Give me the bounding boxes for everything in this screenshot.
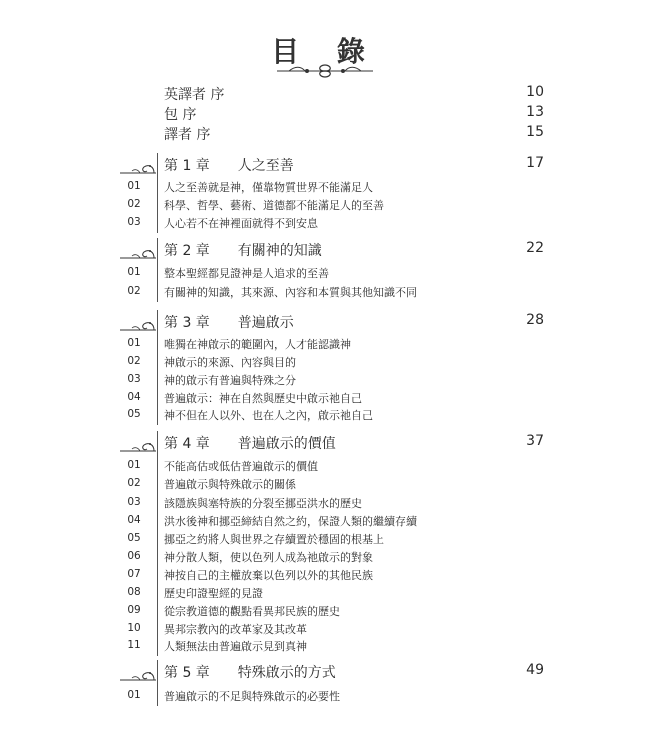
section-number: 03 — [127, 373, 141, 385]
page-number: 37 — [526, 433, 544, 449]
section-title: 唯獨在神啟示的範圍內，人才能認識神 — [164, 338, 351, 351]
preface-title: 英譯者 序 — [164, 87, 225, 103]
page-number: 15 — [526, 124, 544, 140]
section-number: 01 — [127, 266, 141, 278]
section-number: 03 — [127, 216, 141, 228]
section-title: 神的啟示有普遍與特殊之分 — [164, 374, 296, 387]
chapter-entry[interactable] — [164, 312, 544, 332]
preface-entry[interactable] — [164, 84, 544, 104]
chapter-title: 第 1 章 人之至善 — [164, 158, 294, 174]
section-rule — [157, 431, 158, 656]
section-title: 普遍啟示：神在自然與歷史中啟示祂自己 — [164, 392, 362, 405]
section-number: 02 — [127, 198, 141, 210]
section-title: 異邦宗教內的改革家及其改革 — [164, 623, 307, 636]
page-number: 13 — [526, 104, 544, 120]
chapter-entry[interactable] — [164, 433, 544, 453]
section-number: 08 — [127, 586, 141, 598]
section-number: 02 — [127, 477, 141, 489]
section-title: 人心若不在神裡面就得不到安息 — [164, 217, 318, 230]
section-title: 神按自己的主權放棄以色列以外的其他民族 — [164, 569, 373, 582]
section-number: 01 — [127, 689, 141, 701]
chapter-title: 第 4 章 普遍啟示的價值 — [164, 436, 336, 452]
section-number: 01 — [127, 459, 141, 471]
section-number: 05 — [127, 532, 141, 544]
section-number: 02 — [127, 285, 141, 297]
preface-title: 譯者 序 — [164, 127, 211, 143]
section-number: 04 — [127, 391, 141, 403]
chapter-flourish-icon — [120, 437, 156, 449]
section-title: 歷史印證聖經的見證 — [164, 587, 263, 600]
preface-entry[interactable] — [164, 104, 544, 124]
chapter-title: 第 3 章 普遍啟示 — [164, 315, 294, 331]
page-number: 22 — [526, 240, 544, 256]
section-title: 整本聖經都見證神是人追求的至善 — [164, 267, 329, 280]
section-title: 人之至善就是神，僅靠物質世界不能滿足人 — [164, 181, 373, 194]
section-title: 科學、哲學、藝術、道德都不能滿足人的至善 — [164, 199, 384, 212]
chapter-flourish-icon — [120, 159, 156, 171]
chapter-title: 第 2 章 有關神的知識 — [164, 243, 322, 259]
section-title: 人類無法由普遍啟示見到真神 — [164, 640, 307, 653]
section-number: 02 — [127, 355, 141, 367]
section-title: 神啟示的來源、內容與目的 — [164, 356, 296, 369]
section-title: 有關神的知識，其來源、內容和本質與其他知識不同 — [164, 286, 417, 299]
page-title: 目 錄 — [271, 35, 379, 68]
section-rule — [157, 660, 158, 706]
section-number: 05 — [127, 408, 141, 420]
section-number: 10 — [127, 622, 141, 634]
chapter-entry[interactable] — [164, 155, 544, 175]
page-number: 17 — [526, 155, 544, 171]
section-rule — [157, 310, 158, 425]
chapter-flourish-icon — [120, 666, 156, 678]
section-title: 挪亞之約將人與世界之存續置於穩固的根基上 — [164, 533, 384, 546]
section-title: 神分散人類，使以色列人成為祂啟示的對象 — [164, 551, 373, 564]
section-number: 09 — [127, 604, 141, 616]
section-number: 01 — [127, 337, 141, 349]
page-number: 49 — [526, 662, 544, 678]
page-number: 10 — [526, 84, 544, 100]
chapter-title: 第 5 章 特殊啟示的方式 — [164, 665, 336, 681]
section-number: 07 — [127, 568, 141, 580]
flourish-icon — [275, 64, 375, 78]
chapter-entry[interactable] — [164, 662, 544, 682]
section-number: 06 — [127, 550, 141, 562]
chapter-entry[interactable] — [164, 240, 544, 260]
section-title: 該隱族與塞特族的分裂至挪亞洪水的歷史 — [164, 497, 362, 510]
section-title: 神不但在人以外、也在人之內，啟示祂自己 — [164, 409, 373, 422]
section-rule — [157, 238, 158, 302]
section-title: 洪水後神和挪亞締結自然之約，保證人類的繼續存續 — [164, 515, 417, 528]
preface-title: 包 序 — [164, 107, 197, 123]
page-number: 28 — [526, 312, 544, 328]
section-title: 不能高估或低估普遍啟示的價值 — [164, 460, 318, 473]
section-title: 普遍啟示與特殊啟示的關係 — [164, 478, 296, 491]
section-number: 04 — [127, 514, 141, 526]
section-rule — [157, 153, 158, 233]
section-title: 從宗教道德的觀點看異邦民族的歷史 — [164, 605, 340, 618]
chapter-flourish-icon — [120, 316, 156, 328]
section-number: 01 — [127, 180, 141, 192]
section-number: 11 — [127, 639, 141, 651]
chapter-flourish-icon — [120, 244, 156, 256]
section-number: 03 — [127, 496, 141, 508]
preface-entry[interactable] — [164, 124, 544, 144]
section-title: 普遍啟示的不足與特殊啟示的必要性 — [164, 690, 340, 703]
